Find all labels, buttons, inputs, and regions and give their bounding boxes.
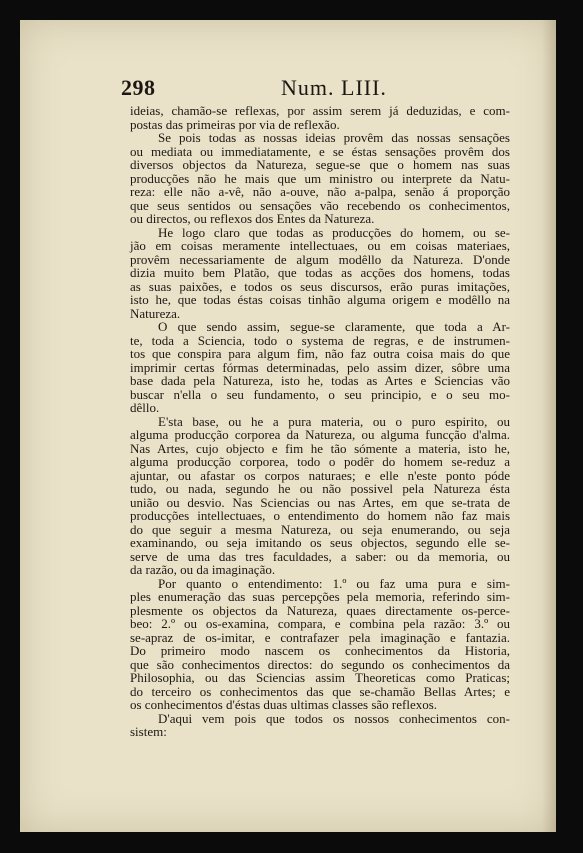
text-line: dizia muito bem Platão, que todas as acções dos homens, todas: [130, 265, 510, 280]
text-line: jão em coisas meramente intellectuaes, ou em coisas materiaes,: [130, 238, 510, 253]
text-line: tos que conspira para algum fim, não faz outra coisa mais do que: [130, 346, 510, 361]
page-edge-shadow: [542, 20, 556, 832]
text-line: buscar n'ella o seu fundamento, o seu principio, e o seu mo-: [130, 386, 510, 402]
text-line: Do primeiro modo nascem os conhecimentos da Historia,: [130, 643, 510, 658]
text-line: dêllo.: [130, 400, 160, 415]
paragraph: [130, 577, 510, 712]
text-line: Por quanto o entendimento: 1.º ou faz uma pura e sim-: [158, 575, 510, 591]
page-number: 298: [121, 75, 156, 100]
issue-title: Num. LIII.: [281, 75, 387, 100]
text-line: sistem:: [130, 724, 167, 739]
text-line: ideias, chamão-se reflexas, por assim serem já deduzidas, e com-: [130, 103, 510, 118]
text-line: alguma producção corporea da Natureza, ou alguma funcção d'alma.: [130, 427, 510, 442]
paragraph: [130, 712, 510, 739]
text-line: que seus sentidos ou sensações vão recebendo os conhecimentos,: [130, 197, 510, 213]
text-line: te, toda a Sciencia, todo o systema de regras, e de instrumen-: [130, 332, 510, 348]
text-line: isto he, que todas éstas coisas tinhão alguma origem e modêllo na: [130, 292, 510, 307]
text-line: que são conhecimentos directos: do segundo os conhecimentos da: [130, 656, 510, 672]
book-page: [20, 20, 556, 832]
text-line: os conhecimentos d'éstas duas ultimas classes são reflexos.: [130, 697, 438, 712]
text-line: provêm necessariamente de algum modêllo da Natureza. D'onde: [130, 251, 510, 267]
text-line: producções intellectuaes, o entendimento do homem não faz mais: [130, 508, 510, 523]
text-line: examinando, ou seja imitando os seus objectos, segundo elle se-: [130, 535, 510, 550]
text-line: Nas Artes, cujo objecto e fim he tão sómente a materia, isto he,: [130, 440, 510, 456]
body-text: [130, 104, 510, 739]
text-line: ples enumeração das suas percepções pela memoria, referindo sim-: [130, 589, 510, 604]
text-line: união ou desvio. Nas Sciencias ou nas Artes, em que se-trata de: [130, 494, 510, 510]
text-line: D'aqui vem pois que todos os nossos conhecimentos con-: [158, 710, 510, 726]
text-line: se-apraz de os-imitar, e contrafazer pela imaginação e fantazia.: [130, 629, 510, 645]
text-line: base dada pela Natureza, isto he, todas as Artes e Sciencias vão: [130, 373, 510, 388]
text-line: serve de uma das tres faculdades, a saber: ou da memoria, ou: [130, 548, 510, 564]
text-line: do terceiro os conhecimentos das que se-chamão Bellas Artes; e: [130, 683, 510, 699]
text-line: alguma producção corporea, todo o podêr do homem se-reduz a: [130, 454, 510, 469]
paragraph: [130, 131, 510, 226]
text-line: plesmente os objectos da Natureza, quaes directamente os-perce-: [130, 602, 510, 618]
paragraph: [130, 415, 510, 577]
text-line: beo: 2.º ou os-examina, compara, e combina pela razão: 3.º ou: [130, 616, 510, 631]
text-line: imprimir certas fórmas determinadas, pelo assim dizer, sôbre uma: [130, 359, 510, 375]
text-line: do que seguir a mesma Natureza, ou seja enumerando, ou seja: [130, 521, 510, 537]
text-line: ajuntar, ou afastar os corpos naturaes; e elle n'este ponto póde: [130, 467, 510, 483]
page-header: [121, 75, 501, 103]
text-line: Natureza.: [130, 305, 181, 321]
text-line: postas das primeiras por via de reflexão.: [130, 116, 340, 132]
paragraph: [130, 226, 510, 321]
text-line: ou mediata ou immediatamente, e se éstas sensações provêm dos: [130, 143, 510, 159]
paragraph: [130, 104, 510, 131]
text-line: as suas paixões, e todos os seus discursos, erão puras imitações,: [130, 278, 510, 294]
text-line: diversos objectos da Natureza, segue-se que o homem nas suas: [130, 157, 510, 172]
text-line: ou directos, ou reflexos dos Entes da Natureza.: [130, 211, 375, 226]
text-line: tudo, ou nada, segundo he ou não possivel pela Natureza ésta: [130, 481, 510, 496]
text-line: O que sendo assim, segue-se claramente, que toda a Ar-: [158, 319, 510, 334]
text-line: reza: elle não a-vê, não a-ouve, não a-palpa, senão á proporção: [130, 184, 510, 199]
text-line: E'sta base, ou he a pura materia, ou o puro espirito, ou: [158, 413, 510, 429]
text-line: da razão, ou da imaginação.: [130, 562, 276, 577]
text-line: Philosophia, ou das Sciencias assim Theoreticas como Praticas;: [130, 670, 510, 685]
text-line: He logo claro que todas as producções do homem, ou se-: [158, 224, 510, 240]
text-line: Se pois todas as nossas ideias provêm das nossas sensações: [158, 130, 510, 145]
text-line: producções não he mais que um ministro ou interprete da Natu-: [130, 170, 510, 186]
paragraph: [130, 320, 510, 415]
